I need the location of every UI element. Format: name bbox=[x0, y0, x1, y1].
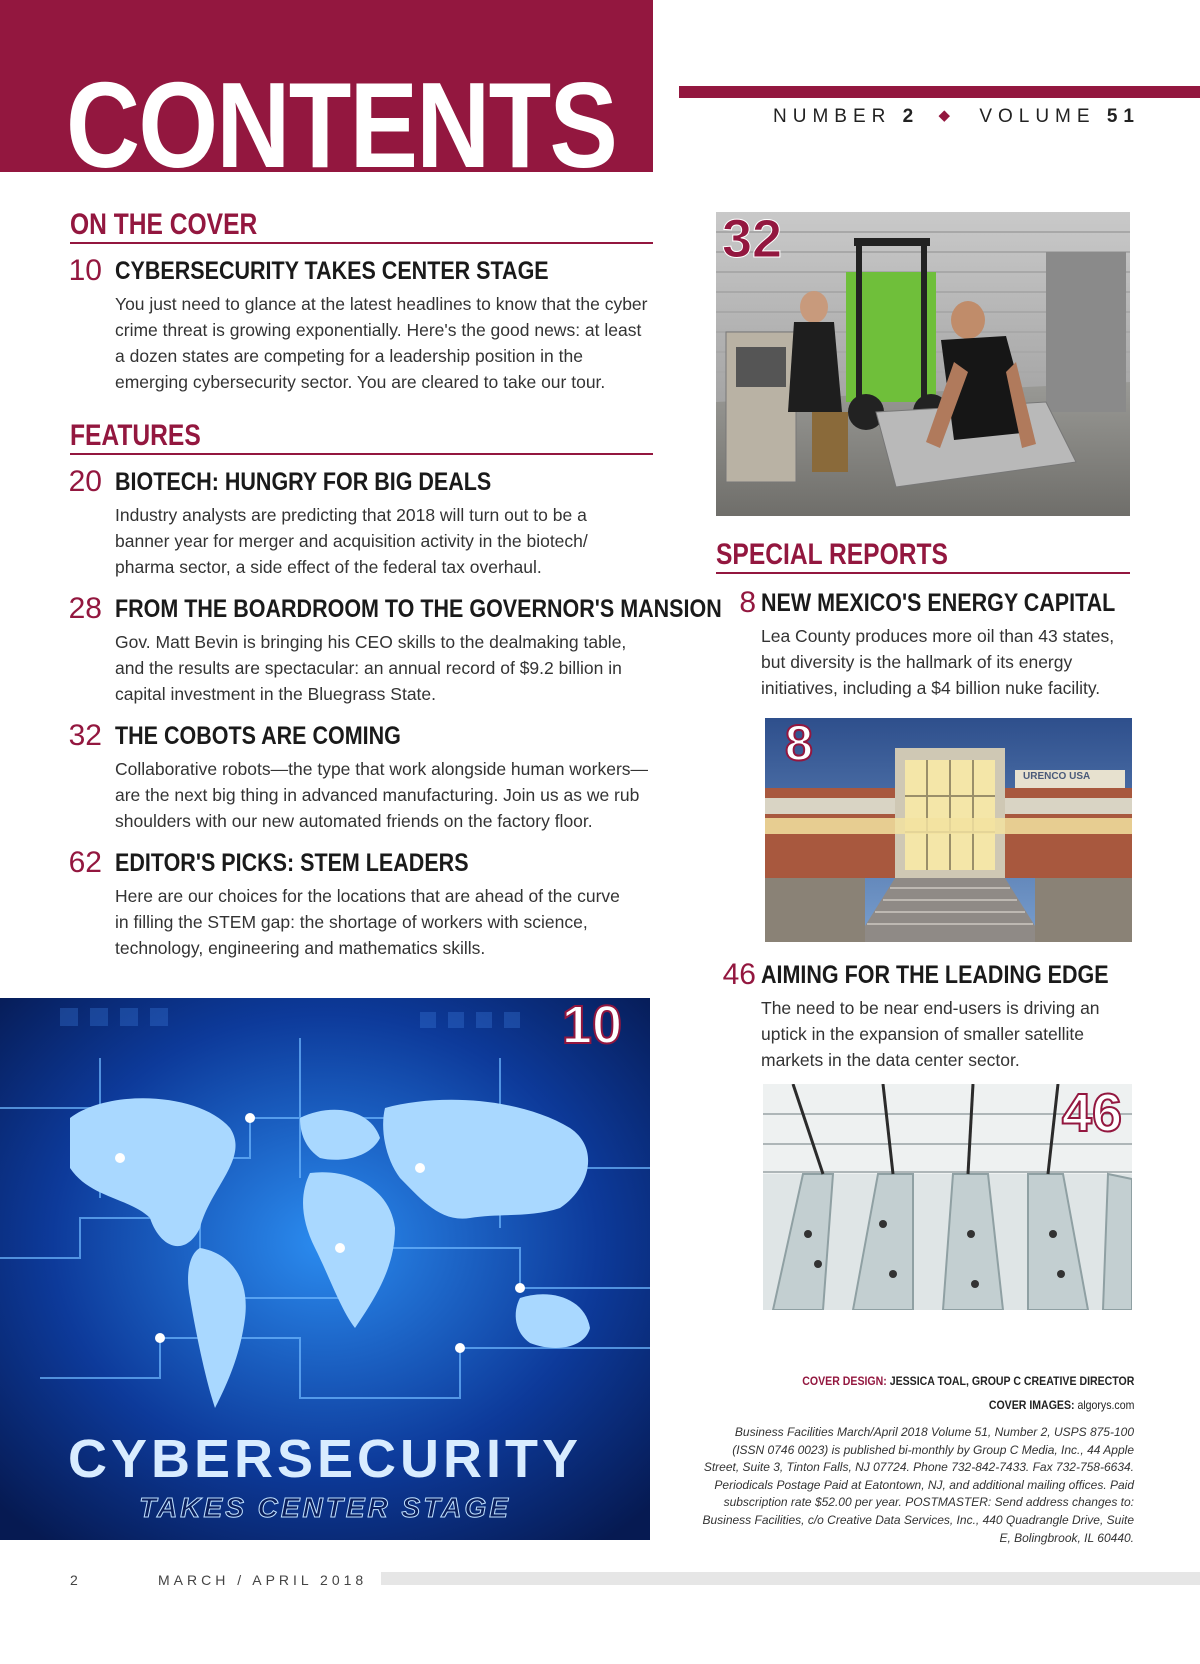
building-illustration bbox=[765, 718, 1132, 942]
building-sign: URENCO USA bbox=[1023, 771, 1091, 782]
header-rule bbox=[679, 86, 1200, 98]
entry-page-number: 28 bbox=[68, 592, 102, 625]
number-value: 2 bbox=[902, 106, 920, 127]
entry-page-number: 32 bbox=[68, 719, 102, 752]
entry-title: EDITOR'S PICKS: STEM LEADERS bbox=[115, 849, 469, 877]
section-rule bbox=[70, 242, 653, 244]
section-rule bbox=[716, 572, 1130, 574]
cover-image bbox=[0, 998, 650, 1540]
entry-title: AIMING FOR THE LEADING EDGE bbox=[761, 961, 1109, 989]
entry-title: NEW MEXICO'S ENERGY CAPITAL bbox=[761, 589, 1116, 617]
cover-headline: CYBERSECURITY bbox=[67, 1429, 583, 1489]
volume-value: 51 bbox=[1106, 106, 1140, 127]
cover-images-credit bbox=[969, 1398, 1134, 1412]
section-heading-on-the-cover: ON THE COVER bbox=[70, 208, 258, 241]
entry-page-number: 46 bbox=[722, 958, 756, 991]
issue-date: MARCH / APRIL 2018 bbox=[158, 1572, 368, 1588]
entry-description: Here are our choices for the locations that are ahead of the curve in filling the STEM gap: the shortage of workers with science, technology, engineering and mathematics skills. bbox=[115, 886, 620, 958]
issue-line bbox=[773, 106, 1140, 128]
entry-page-number: 62 bbox=[68, 846, 102, 879]
section-heading-special-reports: SPECIAL REPORTS bbox=[716, 538, 948, 571]
cover-images-value: algorys.com bbox=[1077, 1398, 1134, 1412]
entry-page-number: 10 bbox=[68, 254, 102, 287]
diamond-icon: ◆ bbox=[938, 107, 951, 124]
photo-page-number: 32 bbox=[722, 212, 783, 269]
entry-description: The need to be near end-users is driving an uptick in the expansion of smaller satellite markets in the data center sector. bbox=[761, 998, 1100, 1070]
cover-images-label: COVER IMAGES: bbox=[988, 1398, 1075, 1412]
data-center-photo bbox=[763, 1084, 1132, 1310]
contents-header-block bbox=[0, 0, 653, 193]
photo-page-number: 8 bbox=[785, 718, 813, 771]
entry-description: Collaborative robots—the type that work alongside human workers—are the next big thing in advanced manufacturing. Join us as we rub shoulders with our new automated friends on the factory floor. bbox=[115, 759, 649, 831]
cover-subhead: TAKES CENTER STAGE bbox=[139, 1492, 511, 1523]
cover-design-label: COVER DESIGN: bbox=[801, 1374, 887, 1388]
cobots-photo bbox=[716, 212, 1130, 516]
volume-label: VOLUME bbox=[979, 106, 1096, 127]
photo-page-number: 46 bbox=[1061, 1084, 1122, 1143]
entry-description: Lea County produces more oil than 43 states, but diversity is the hallmark of its energy initiatives, including a $4 billion nuke facility. bbox=[761, 626, 1115, 698]
entry-title: THE COBOTS ARE COMING bbox=[115, 722, 401, 750]
energy-facility-photo bbox=[765, 718, 1132, 942]
entry-page-number: 8 bbox=[739, 586, 756, 619]
footer-bar bbox=[381, 1572, 1200, 1585]
cover-design-credit bbox=[757, 1374, 1134, 1388]
entry-title: FROM THE BOARDROOM TO THE GOVERNOR'S MANSION bbox=[115, 595, 722, 623]
number-label: NUMBER bbox=[773, 106, 892, 127]
entry-description: Industry analysts are predicting that 2018 will turn out to be a banner year for merger and acquisition activity in the biotech/ pharma sector, a side effect of the federal tax overhaul. bbox=[115, 505, 588, 577]
page-title: CONTENTS bbox=[66, 57, 617, 193]
cover-design-value: JESSICA TOAL, GROUP C CREATIVE DIRECTOR bbox=[889, 1374, 1134, 1388]
entry-description: You just need to glance at the latest headlines to know that the cyber crime threat is growing exponentially. Here's the good news: at least a dozen states are competing for a leadership position in the emerging cybersecurity sector. You are cleared to take our tour. bbox=[115, 294, 648, 392]
page-number: 2 bbox=[70, 1572, 78, 1588]
publication-masthead: Business Facilities March/April 2018 Volume 51, Number 2, USPS 875-100 (ISSN 0746 0023) is published bi-monthly by Group C Media, Inc., 44 Apple Street, Suite 3, Tinton Falls, NJ 07724. Phone 732-842-7433. Fax 732-758-6634. Periodicals Postage Paid at Eatontown, NJ, and additional mailing offices. Paid subscription rate $52.00 per year. POSTMASTER: Send address changes to: Business Facilities, c/o Creative Data Services, Inc., 440 Quadrangle Drive, Suite E, Bolingbrook, IL 60440. bbox=[702, 1425, 1134, 1545]
entry-title: CYBERSECURITY TAKES CENTER STAGE bbox=[115, 257, 549, 285]
section-heading-features: FEATURES bbox=[70, 419, 201, 452]
entry-page-number: 20 bbox=[68, 465, 102, 498]
photo-page-number: 10 bbox=[561, 998, 622, 1055]
entry-description: Gov. Matt Bevin is bringing his CEO skills to the dealmaking table, and the results are spectacular: an annual record of $9.2 billion in capital investment in the Bluegrass State. bbox=[115, 632, 627, 704]
entry-title: BIOTECH: HUNGRY FOR BIG DEALS bbox=[115, 468, 492, 496]
section-rule bbox=[70, 453, 653, 455]
